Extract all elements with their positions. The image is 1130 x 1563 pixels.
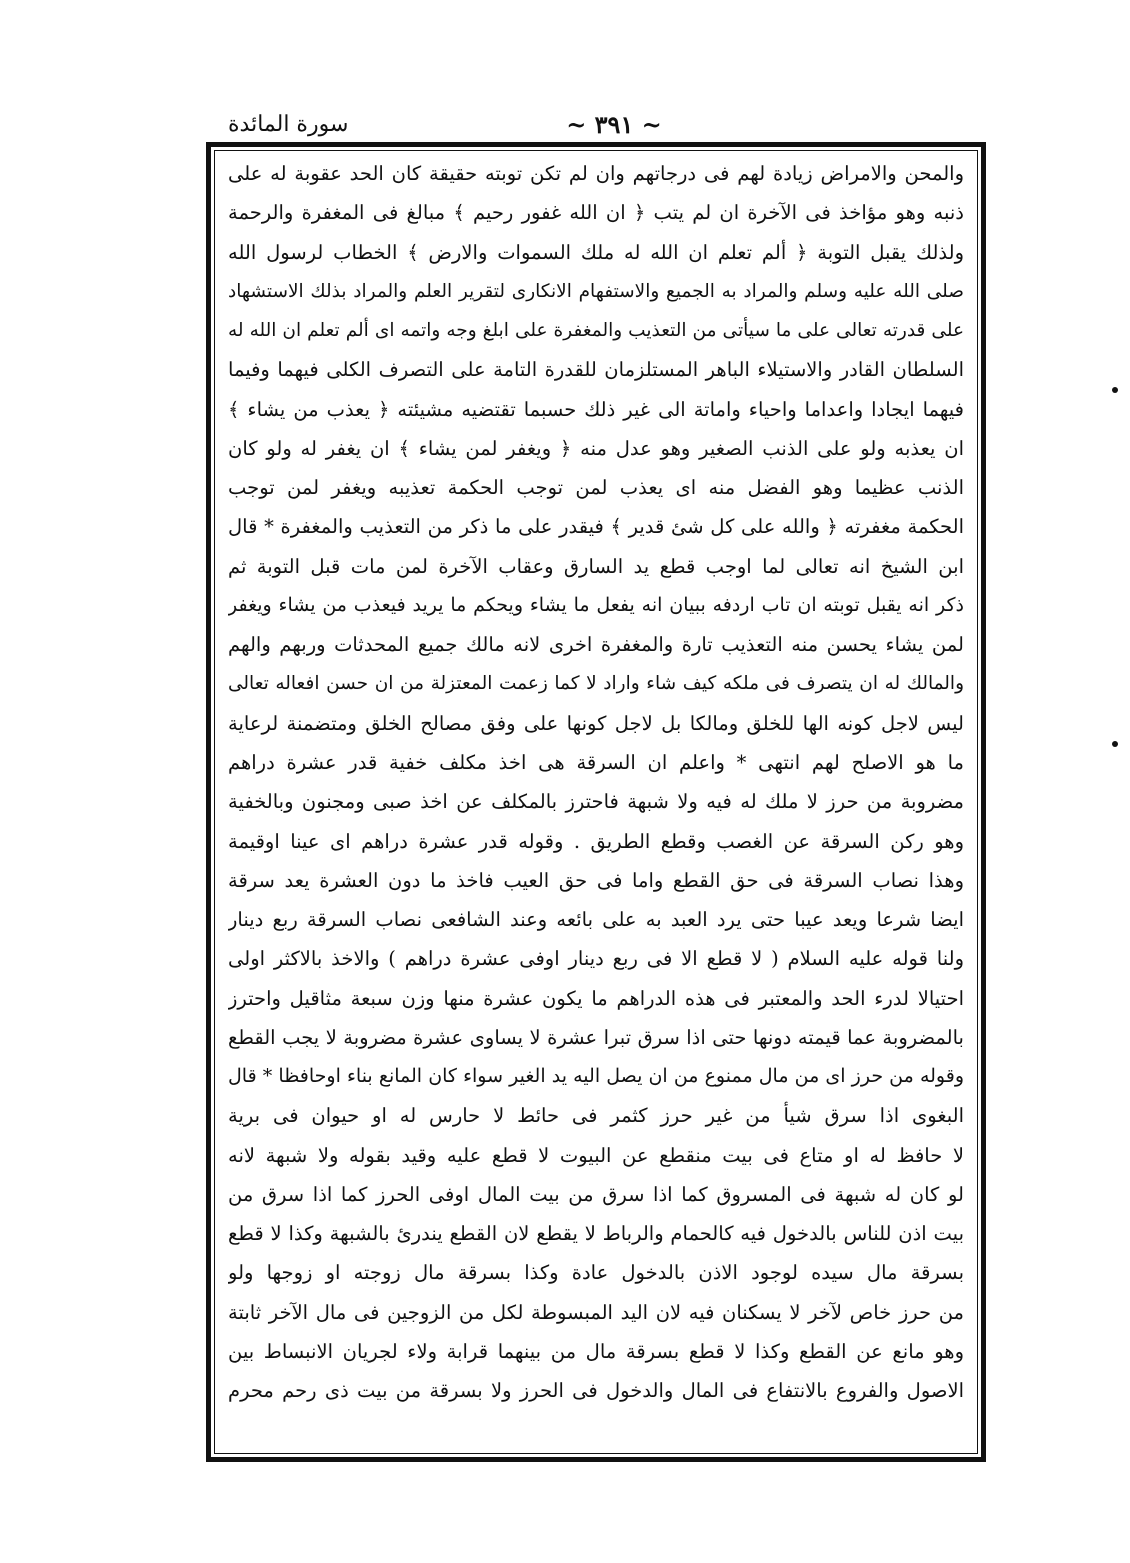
text-line: لو كان له شبهة فى المسروق كما اذا سرق من بيت المال اوفى الحرز كما اذا سرق من bbox=[228, 1182, 964, 1206]
text-line: بالمضروبة عما قيمته دونها حتى اذا سرق تبرا عشرة لا يساوى عشرة مضروبة لا يجب القطع bbox=[228, 1025, 964, 1049]
text-line: ايضا شرعا ويعد عيبا حتى يرد العبد به على بائعه وعند الشافعى نصاب السرقة ربع دينار bbox=[228, 908, 964, 932]
text-line: وهذا نصاب السرقة فى حق القطع واما فى حق العيب فاخذ ما دون العشرة يعد سرقة bbox=[228, 868, 964, 892]
text-line: السلطان القادر والاستيلاء الباهر المستلزمان للقدرة التامة على التصرف الكلى فيهما وفيما bbox=[228, 358, 964, 382]
text-line: وقوله من حرز اى من مال ممنوع من ان يصل اليه يد الغير سواء كان المانع بناء اوحافظا * قال bbox=[228, 1065, 964, 1088]
text-line: والمحن والامراض زيادة لهم فى درجاتهم وان لم تكن توبته حقيقة كان الحد عقوبة له على bbox=[228, 162, 964, 185]
page-header bbox=[222, 112, 982, 142]
text-line: الحكمة مغفرته ﴿ والله على كل شئ قدير ﴾ فيقدر على ما ذكر من التعذيب والمغفرة * قال bbox=[228, 515, 964, 539]
text-line: ولنا قوله عليه السلام ( لا قطع الا فى ربع دينار اوفى عشرة دراهم ) والاخذ بالاكثر اولى bbox=[228, 947, 964, 971]
text-line: البغوى اذا سرق شيأ من غير حرز كثمر فى حائط لا حارس له او حيوان فى برية bbox=[228, 1104, 964, 1128]
text-line: ذنبه وهو مؤاخذ فى الآخرة ان لم يتب ﴿ ان الله غفور رحيم ﴾ مبالغ فى المغفرة والرحمة bbox=[228, 201, 964, 225]
body-text bbox=[228, 154, 964, 1450]
text-line: ان يعذبه ولو على الذنب الصغير وهو عدل منه ﴿ ويغفر لمن يشاء ﴾ ان يغفر له ولو كان bbox=[228, 436, 964, 460]
text-line: لمن يشاء يحسن منه التعذيب تارة والمغفرة اخرى لانه مالك جميع المحدثات وربهم والهم bbox=[228, 633, 964, 657]
text-line: ولذلك يقبل التوبة ﴿ ألم تعلم ان الله له ملك السموات والارض ﴾ الخطاب لرسول الله bbox=[228, 240, 964, 264]
text-line: من حرز خاص لآخر لا يسكنان فيه لان اليد المبسوطة لكل من الزوجين فى مال الآخر ثابتة bbox=[228, 1300, 964, 1324]
page-number: ~ ٣٩١ ~ bbox=[566, 110, 662, 139]
text-line: الاصول والفروع بالانتفاع فى المال والدخول فى الحرز ولا بسرقة من بيت ذى رحم محرم bbox=[228, 1379, 964, 1403]
text-line: احتيالا لدرء الحد والمعتبر فى هذه الدراهم ما يكون عشرة منها وزن سبعة مثاقيل واحترز bbox=[228, 986, 964, 1010]
margin-mark bbox=[1112, 387, 1118, 393]
text-line: فيهما ايجادا واعداما واحياء واماتة الى غير ذلك حسبما تقتضيه مشيئته ﴿ يعذب من يشاء ﴾ bbox=[228, 397, 964, 421]
text-line: ذكر انه يقبل توبته ان تاب اردفه ببيان انه يفعل ما يشاء ويحكم ما يريد فيعذب من يشاء ويغفر bbox=[228, 593, 964, 616]
text-line: ابن الشيخ انه تعالى لما اوجب قطع يد السارق وعقاب الآخرة لمن مات قبل التوبة ثم bbox=[228, 554, 964, 578]
text-line: لا حافظ له او متاع فى بيت منقطع عن البيوت لا قطع عليه وقيد بقوله ولا شبهة لانه bbox=[228, 1143, 964, 1167]
text-line: والمالك له ان يتصرف فى ملكه كيف شاء واراد لا كما زعمت المعتزلة من ان حسن افعاله تعالى bbox=[228, 673, 964, 695]
text-line: مضروبة من حرز لا ملك له فيه ولا شبهة فاحترز بالمكلف عن اخذ صبى ومجنون وبالخفية bbox=[228, 790, 964, 814]
margin-mark bbox=[1112, 741, 1118, 747]
text-line: وهو ركن السرقة عن الغصب وقطع الطريق . وقوله قدر عشرة دراهم اى عينا اوقيمة bbox=[228, 829, 964, 853]
text-line: بيت اذن للناس بالدخول فيه كالحمام والرباط لا يقطع لان القطع يندرئ بالشبهة وكذا لا قطع bbox=[228, 1222, 964, 1246]
text-line: الذنب عظيما وهو الفضل منه اى يعذب لمن توجب الحكمة تعذيبه ويغفر لمن توجب bbox=[228, 476, 964, 500]
text-line: صلى الله عليه وسلم والمراد به الجميع والاستفهام الانكارى لتقرير العلم والمراد بذلك الاستشهاد bbox=[228, 280, 964, 302]
text-line: ليس لاجل كونه الها للخلق ومالكا بل لاجل كونها على وفق مصالح الخلق ومتضمنة لرعاية bbox=[228, 711, 964, 735]
text-line: ما هو الاصلح لهم انتهى * واعلم ان السرقة هى اخذ مكلف خفية قدر عشرة دراهم bbox=[228, 750, 964, 774]
surah-name: سورة المائدة bbox=[228, 112, 349, 137]
text-line: بسرقة مال سيده لوجود الاذن بالدخول عادة وكذا بسرقة مال زوجته او زوجها ولو bbox=[228, 1261, 964, 1285]
text-line: وهو مانع عن القطع وكذا لا قطع بسرقة مال من بينهما قرابة ولاء لجريان الانبساط بين bbox=[228, 1339, 964, 1363]
text-line: على قدرته تعالى على ما سيأتى من التعذيب والمغفرة على ابلغ وجه واتمه اى ألم تعلم ان الله له bbox=[228, 320, 964, 342]
